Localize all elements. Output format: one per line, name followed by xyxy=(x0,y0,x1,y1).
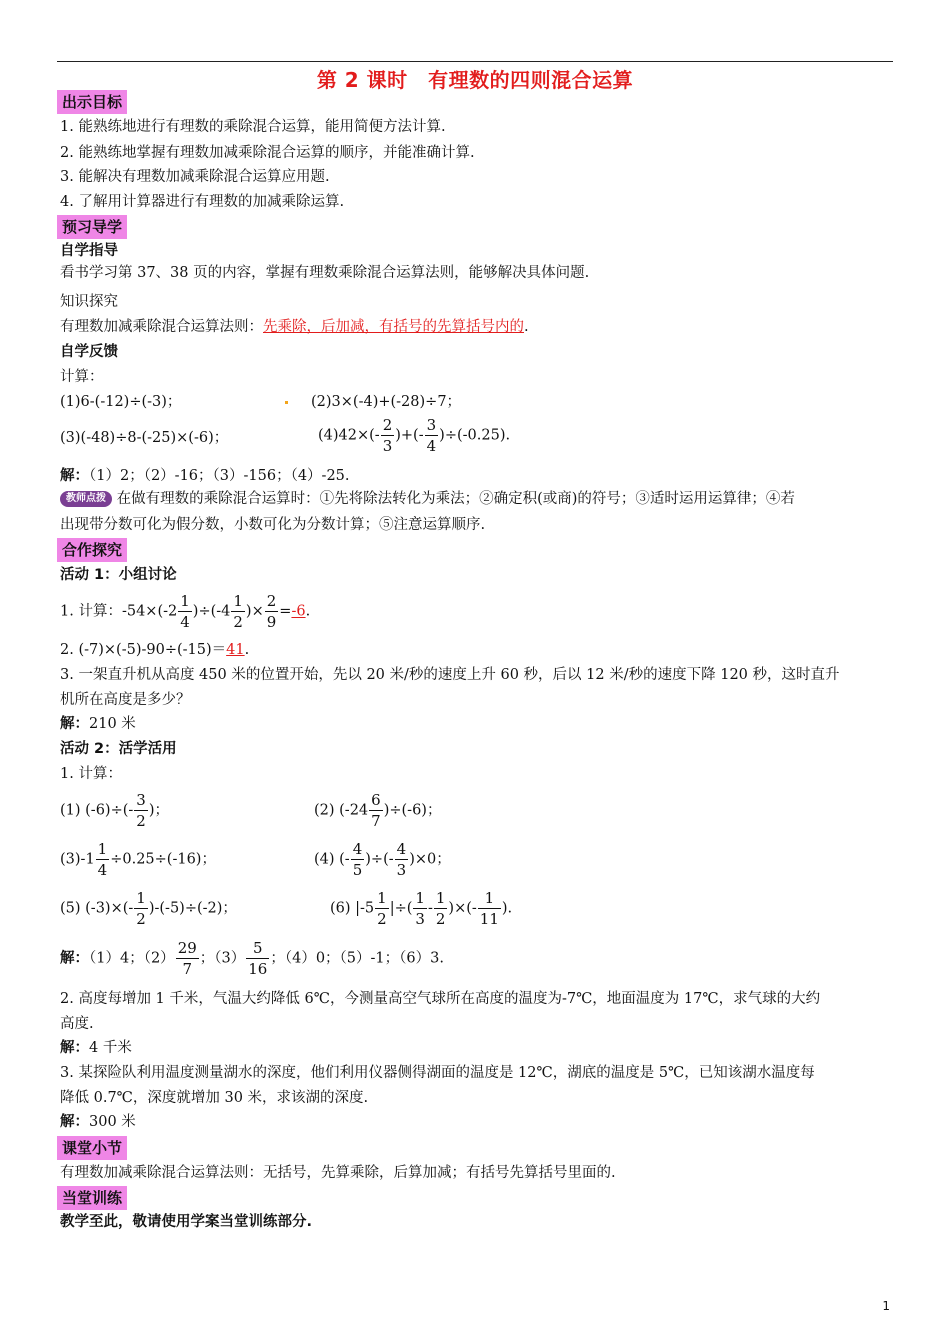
goal-1: 1. 能熟练地进行有理数的乘除混合运算，能用简便方法计算. xyxy=(60,119,446,135)
header-rule xyxy=(57,61,893,62)
section-summary: 课堂小节 xyxy=(57,1136,127,1160)
problem-3: (3)(-48)÷8-(-25)×(-6)； xyxy=(60,430,229,446)
problem-1: (1)6-(-12)÷(-3)； xyxy=(60,394,182,410)
activity-2-title: 活动 2：活学活用 xyxy=(60,741,177,757)
problem-4: (4)42×(- $\frac{2}{3}$ )+(- $\frac{3}{4}$ )÷(-0.25). xyxy=(318,416,511,455)
goal-2: 2. 能熟练地掌握有理数加减乘除混合运算的顺序，并能准确计算. xyxy=(60,145,475,161)
coop-a4: 解：4 千米 xyxy=(60,1040,132,1056)
coop-q3-l2: 机所在高度是多少？ xyxy=(60,692,191,708)
problem-2: (2)3×(-4)+(-28)÷7； xyxy=(284,392,461,412)
section-goals: 出示目标 xyxy=(57,90,127,114)
exercise-4: (4) (- $\frac{4}{5}$ )÷(- $\frac{4}{3}$ )×0； xyxy=(314,840,451,879)
coop-q4-l2: 高度. xyxy=(60,1016,94,1032)
coop-a5: 解：300 米 xyxy=(60,1114,136,1130)
coop-q2: 2. (-7)×(-5)-90÷(-15)＝41. xyxy=(60,642,250,658)
summary-text: 有理数加减乘除混合运算法则：无括号，先算乘除，后算加减；有括号先算括号里面的. xyxy=(60,1165,616,1181)
rule-line: 有理数加减乘除混合运算法则：先乘除，后加减，有括号的先算括号内的. xyxy=(60,319,529,335)
guide-title: 自学指导 xyxy=(60,243,118,259)
teacher-tip-line-1: 教师点拨 在做有理数的乘除混合运算时：①先将除法转化为乘法；②确定积(或商)的符号；③适时运用运算律；④若 xyxy=(60,489,795,509)
section-practice: 当堂训练 xyxy=(57,1186,127,1210)
exercise-1: (1) (-6)÷(- $\frac{3}{2}$ )； xyxy=(60,791,170,830)
lesson-title: 第 2 课时 有理数的四则混合运算 xyxy=(316,68,634,92)
page-number: 1 xyxy=(882,1299,890,1313)
coop-q5-l1: 3. 某探险队利用温度测量湖水的深度，他们利用仪器侧得湖面的温度是 12℃，湖底的温度是 5℃，已知该湖水温度每 xyxy=(60,1065,815,1081)
answer-1: 解：（1）2；（2）-16；（3）-156；（4）-25. xyxy=(60,468,350,484)
goal-3: 3. 能解决有理数加减乘除混合运算应用题. xyxy=(60,169,330,185)
calc-label: 计算： xyxy=(60,369,104,385)
teacher-badge: 教师点拨 xyxy=(60,491,112,507)
coop-answers: 解：（1）4；（2） $\frac{29}{7}$ ；（3） $\frac{5}{16}$ ；（4）0；（5）-1；（6）3. xyxy=(60,939,444,978)
coop-calc-label: 1. 计算： xyxy=(60,766,122,782)
rule-answer: 先乘除，后加减，有括号的先算括号内的 xyxy=(263,319,524,335)
section-coop: 合作探究 xyxy=(57,538,127,562)
exercise-2: (2) (-24 $\frac{6}{7}$ )÷(-6)； xyxy=(314,791,442,830)
coop-q3-l1: 3. 一架直升机从高度 450 米的位置开始，先以 20 米/秒的速度上升 60 秒，后以 12 米/秒的速度下降 120 秒，这时直升 xyxy=(60,667,840,683)
activity-1-title: 活动 1：小组讨论 xyxy=(60,567,177,583)
explore-title: 知识探究 xyxy=(60,294,118,310)
coop-a3: 解：210 米 xyxy=(60,716,136,732)
exercise-5: (5) (-3)×(- $\frac{1}{2}$ )-(-5)÷(-2)； xyxy=(60,889,237,928)
practice-text: 教学至此，敬请使用学案当堂训练部分. xyxy=(60,1214,313,1230)
section-preview: 预习导学 xyxy=(57,215,127,239)
exercise-6: (6) |-5 $\frac{1}{2}$ |÷( $\frac{1}{3}$ - $\frac{1}{2}$ )×(- $\frac{1}{11}$ ). xyxy=(330,889,513,928)
feedback-title: 自学反馈 xyxy=(60,344,118,360)
coop-q5-l2: 降低 0.7℃，深度就增加 30 米，求该湖的深度. xyxy=(60,1090,369,1106)
coop-q4-l1: 2. 高度每增加 1 千米，气温大约降低 6℃，今测量高空气球所在高度的温度为-7℃，地面温度为 17℃，求气球的大约 xyxy=(60,991,821,1007)
exercise-3: (3)-1 $\frac{1}{4}$ ÷0.25÷(-16)； xyxy=(60,840,216,879)
rule-prefix: 有理数加减乘除混合运算法则： xyxy=(60,319,263,335)
teacher-tip-line-2: 出现带分数可化为假分数，小数可化为分数计算；⑤注意运算顺序. xyxy=(60,517,486,533)
coop-q1: 1. 计算：-54×(-2 $\frac{1}{4}$ )÷(-4 $\frac{1}{2}$ )× $\frac{2}{9}$ =-6. xyxy=(60,592,311,631)
goal-4: 4. 了解用计算器进行有理数的加减乘除运算. xyxy=(60,194,345,210)
guide-text: 看书学习第 37、38 页的内容，掌握有理数乘除混合运算法则，能够解决具体问题. xyxy=(60,265,590,281)
